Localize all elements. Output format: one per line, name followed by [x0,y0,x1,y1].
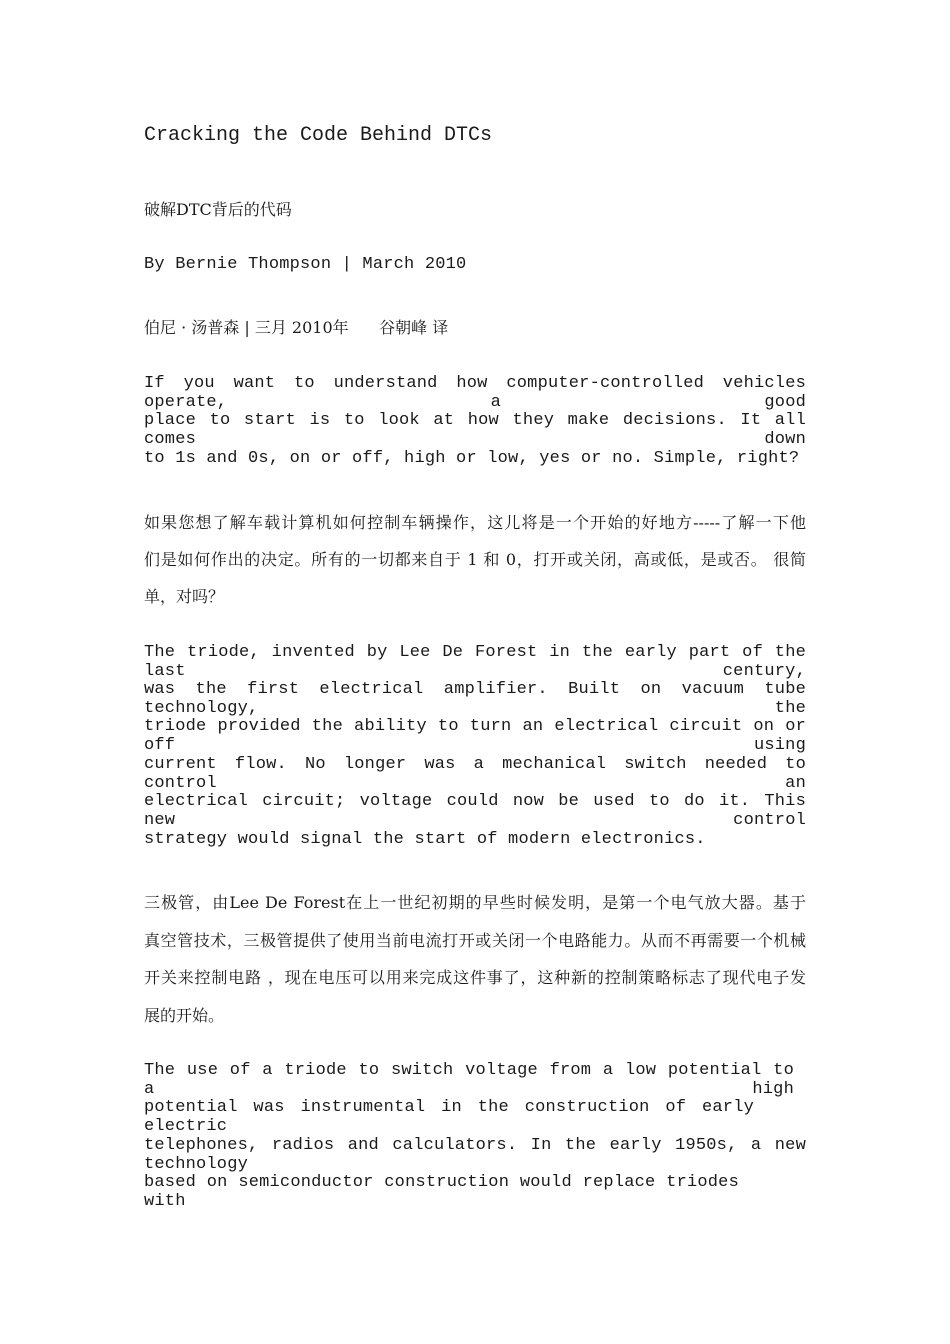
paragraph-1-zh-line-1: 如果您想了解车载计算机如何控制车辆操作，这儿将是一个开始的好地方-----了解一下他 [144,513,806,532]
paragraph-2-zh-line-4: 展的开始。 [144,1006,225,1025]
paragraph-1-en-line-1: If you want to understand how computer-controlled vehicles operate, a good [144,374,806,412]
paragraph-1-en-line-2: place to start is to look at how they make decisions. It all comes down [144,411,806,449]
byline: By Bernie Thompson | March 2010 [144,255,467,274]
paragraph-1-zh-line-3: 单，对吗？ [144,587,225,606]
paragraph-3-en-line-4: based on semiconductor construction would replace triodes with [144,1173,739,1211]
paragraph-2-en-line-6: strategy would signal the start of modern electronics. [144,830,706,849]
paragraph-3-en-line-1: The use of a triode to switch voltage from a low potential to a high [144,1061,794,1099]
paragraph-2-en-line-1: The triode, invented by Lee De Forest in the early part of the last century, [144,643,806,681]
paragraph-3-en-line-3: telephones, radios and calculators. In the early 1950s, a new technology [144,1136,806,1174]
paragraph-3-en-line-2: potential was instrumental in the construction of early electric [144,1098,754,1136]
paragraph-2-en-line-3: triode provided the ability to turn an electrical circuit on or off using [144,717,806,755]
paragraph-2-zh-line-1: 三极管，由Lee De Forest在上一世纪初期的早些时候发明，是第一个电气放大器。基于 [144,893,806,912]
article-title-zh: 破解DTC背后的代码 [144,200,292,219]
paragraph-1-zh-line-2: 们是如何作出的决定。所有的一切都来自于 1 和 0，打开或关闭，高或低，是或否。 很简 [144,550,806,569]
paragraph-2-zh-line-2: 真空管技术，三极管提供了使用当前电流打开或关闭一个电路能力。从而不再需要一个机械 [144,931,806,950]
article-title: Cracking the Code Behind DTCs [144,124,493,147]
paragraph-2-zh-line-3: 开关来控制电路 ，现在电压可以用来完成这件事了，这种新的控制策略标志了现代电子发 [144,968,806,987]
paragraph-1-en-line-3: to 1s and 0s, on or off, high or low, yes or no. Simple, right? [144,449,800,468]
byline-zh: 伯尼 · 汤普森 | 三月 2010年 谷朝峰 译 [144,318,449,337]
paragraph-2-en-line-2: was the first electrical amplifier. Built on vacuum tube technology, the [144,680,806,718]
paragraph-2-en-line-5: electrical circuit; voltage could now be used to do it. This new control [144,792,806,830]
paragraph-2-en-line-4: current flow. No longer was a mechanical switch needed to control an [144,755,806,793]
